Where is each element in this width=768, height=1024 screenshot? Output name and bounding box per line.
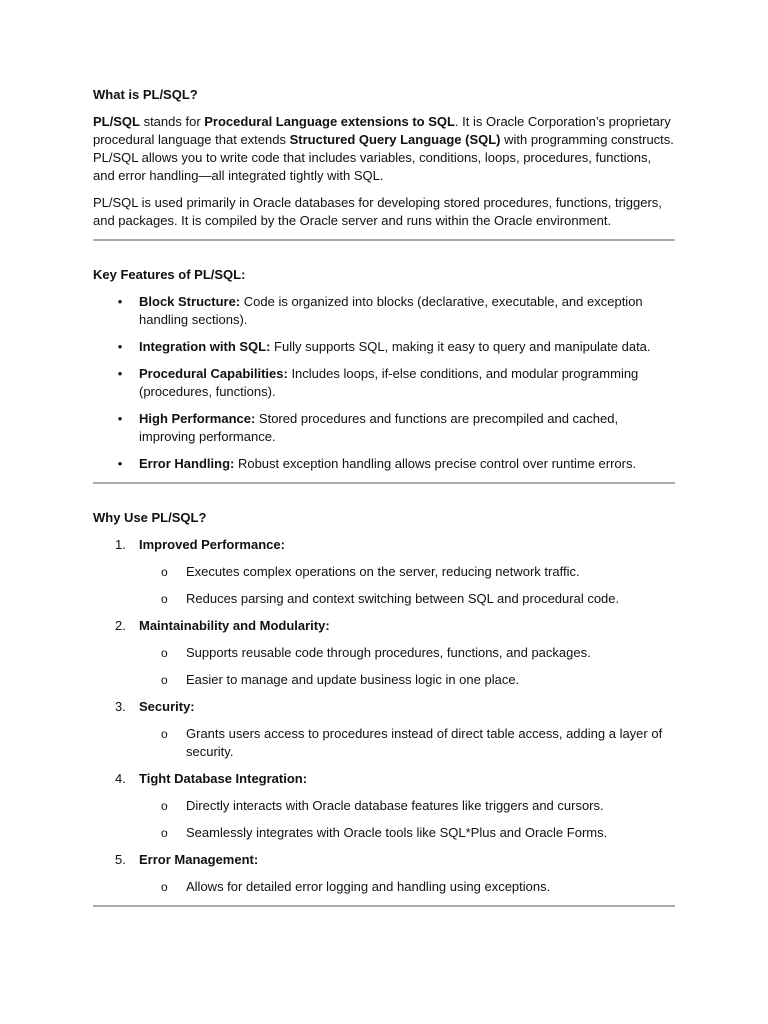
term-sql: Structured Query Language (SQL) (289, 132, 501, 147)
reason-number: 1. (115, 537, 126, 552)
feature-list-item (93, 455, 675, 473)
feature-title: Error Handling: (139, 456, 235, 471)
feature-list-item (93, 293, 675, 329)
section-heading-what-is: What is PL/SQL? (93, 87, 198, 102)
reason-number: 5. (115, 852, 126, 867)
reason-sub-item (93, 590, 675, 608)
reason-sub-list (93, 797, 675, 842)
reason-item (93, 698, 675, 761)
feature-title: Procedural Capabilities: (139, 366, 288, 381)
reason-sub-list (93, 563, 675, 608)
reason-heading (93, 851, 675, 869)
reason-sub-item (93, 644, 675, 662)
feature-title: Block Structure: (139, 294, 241, 309)
features-list (93, 293, 675, 473)
sub-bullet-marker: o (161, 880, 168, 894)
bullet-marker: • (117, 339, 123, 354)
intro-paragraph-1: PL/SQL stands for Procedural Language extensions to SQL. It is Oracle Corporation’s proprietary procedural language that extends Structured Query Language (SQL) with programming constructs. PL/SQL allows you to write code that includes variables, conditions, loops, procedures, functions, and error handling—all integrated tightly with SQL. (93, 114, 674, 183)
reason-sub-list (93, 725, 675, 761)
reason-title: Tight Database Integration: (139, 771, 308, 786)
reason-heading (93, 770, 675, 788)
bullet-marker: • (117, 366, 123, 381)
reason-sub-list (93, 644, 675, 689)
reason-sub-item (93, 824, 675, 842)
sub-bullet-marker: o (161, 673, 168, 687)
bullet-marker: • (117, 456, 123, 471)
feature-text: Includes loops, if-else conditions, and modular programming (procedures, functions). (139, 366, 639, 399)
reasons-list (93, 536, 675, 896)
feature-text: Fully supports SQL, making it easy to query and manipulate data. (270, 339, 651, 354)
sub-bullet-marker: o (161, 592, 168, 606)
bullet-marker: • (117, 294, 123, 309)
reason-heading (93, 536, 675, 554)
reason-number: 2. (115, 618, 126, 633)
sub-bullet-marker: o (161, 799, 168, 813)
reason-number: 4. (115, 771, 126, 786)
reason-sub-text: Executes complex operations on the server, reducing network traffic. (186, 564, 580, 579)
horizontal-rule (93, 482, 675, 484)
feature-text: Code is organized into blocks (declarative, executable, and exception handling sections). (139, 294, 643, 327)
reason-sub-item (93, 878, 675, 896)
reason-heading (93, 617, 675, 635)
reason-item (93, 851, 675, 896)
reason-sub-text: Seamlessly integrates with Oracle tools like SQL*Plus and Oracle Forms. (186, 825, 608, 840)
reason-sub-item (93, 797, 675, 815)
reason-sub-text: Supports reusable code through procedures, functions, and packages. (186, 645, 591, 660)
reason-title: Improved Performance: (139, 537, 285, 552)
reason-sub-list (93, 878, 675, 896)
reason-sub-item (93, 563, 675, 581)
reason-item (93, 536, 675, 608)
bullet-marker: • (117, 411, 123, 426)
sub-bullet-marker: o (161, 727, 168, 741)
reason-title: Error Management: (139, 852, 259, 867)
horizontal-rule (93, 239, 675, 241)
section-heading-key-features: Key Features of PL/SQL: (93, 267, 246, 282)
reason-sub-text: Reduces parsing and context switching between SQL and procedural code. (186, 591, 620, 606)
sub-bullet-marker: o (161, 565, 168, 579)
reason-title: Maintainability and Modularity: (139, 618, 330, 633)
reason-title: Security: (139, 699, 195, 714)
sub-bullet-marker: o (161, 826, 168, 840)
feature-title: Integration with SQL: (139, 339, 271, 354)
feature-list-item (93, 410, 675, 446)
reason-sub-item (93, 671, 675, 689)
reason-sub-text: Directly interacts with Oracle database features like triggers and cursors. (186, 798, 604, 813)
reason-item (93, 770, 675, 842)
feature-list-item (93, 338, 675, 356)
reason-heading (93, 698, 675, 716)
feature-list-item (93, 365, 675, 401)
term-plsql: PL/SQL (93, 114, 140, 129)
feature-title: High Performance: (139, 411, 256, 426)
horizontal-rule (93, 905, 675, 907)
reason-number: 3. (115, 699, 126, 714)
sub-bullet-marker: o (161, 646, 168, 660)
reason-sub-text: Easier to manage and update business logic in one place. (186, 672, 520, 687)
reason-item (93, 617, 675, 689)
feature-text: Robust exception handling allows precise control over runtime errors. (234, 456, 637, 471)
reason-sub-text: Grants users access to procedures instead of direct table access, adding a layer of security. (186, 726, 663, 759)
feature-text: Stored procedures and functions are precompiled and cached, improving performance. (139, 411, 619, 444)
term-procedural-language: Procedural Language extensions to SQL (204, 114, 455, 129)
reason-sub-text: Allows for detailed error logging and handling using exceptions. (186, 879, 551, 894)
intro-paragraph-2: PL/SQL is used primarily in Oracle databases for developing stored procedures, functions, triggers, and packages. It is compiled by the Oracle server and runs within the Oracle environment. (93, 195, 662, 228)
document-page (93, 86, 675, 932)
section-heading-why-use: Why Use PL/SQL? (93, 510, 207, 525)
reason-sub-item (93, 725, 675, 761)
